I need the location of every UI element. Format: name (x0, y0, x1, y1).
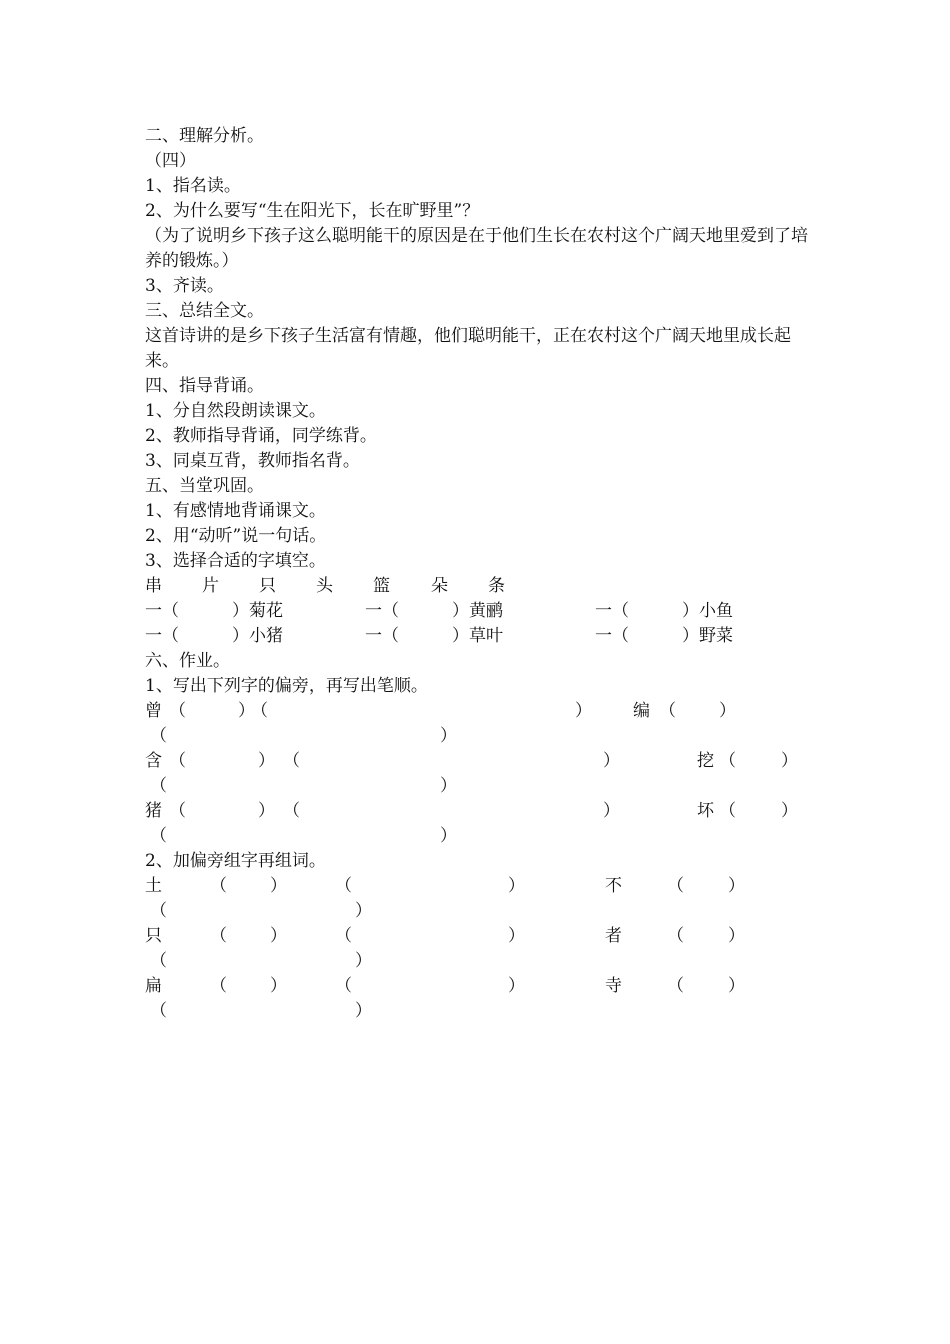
char-label: 不 (605, 876, 622, 896)
stroke-order-row: （ ） (150, 826, 457, 846)
radical-row: 土 （ ） （ ） 不 （ ） (145, 874, 815, 899)
fill-blank-row (145, 624, 815, 649)
char-label: 挖 (697, 751, 714, 771)
stroke-order-row: 猪 （ ） （ ） 坏 （ ） (145, 799, 815, 824)
list-item: 1、指名读。 (145, 176, 241, 196)
stroke-order-row: （ ） (150, 776, 457, 796)
list-item: 2、为什么要写“生在阳光下，长在旷野里”？ (145, 201, 480, 221)
blank-open: 一（ (365, 626, 399, 646)
section-heading: 二、理解分析。 (145, 126, 264, 146)
word-option: 篮 (373, 576, 390, 596)
answer-paragraph: （为了说明乡下孩子这么聪明能干的原因是在于他们生长在农村这个广阔天地里爱到了培养的锻炼。） (145, 226, 808, 271)
word-option: 头 (316, 576, 333, 596)
summary-paragraph: 这首诗讲的是乡下孩子生活富有情趣，他们聪明能干，正在农村这个广阔天地里成长起来。 (145, 326, 791, 371)
char-label: 曾 (145, 701, 162, 721)
word-option: 朵 (431, 576, 448, 596)
blank-open: 一（ (365, 601, 399, 621)
blank-close: ）草叶 (452, 626, 503, 646)
radical-row: （ ） (150, 1001, 372, 1021)
section-heading: 三、总结全文。 (145, 301, 264, 321)
word-option: 只 (259, 576, 276, 596)
char-label: 坏 (697, 801, 714, 821)
section-heading: 五、当堂巩固。 (145, 476, 264, 496)
question: 1、写出下列字的偏旁，再写出笔顺。 (145, 676, 428, 696)
subsection-label: （四） (145, 151, 196, 171)
blank-close: ）菊花 (232, 601, 283, 621)
radical-row: 只 （ ） （ ） 者 （ ） (145, 924, 815, 949)
document-page (145, 124, 815, 1024)
char-label: 者 (605, 926, 622, 946)
blank-open: 一（ (595, 626, 629, 646)
char-label: 只 (145, 926, 162, 946)
stroke-order-row: 曾 （ ） （ ） 编 （ ） (145, 699, 815, 724)
stroke-order-row: （ ） (150, 726, 457, 746)
blank-close: ）黄鹂 (452, 601, 503, 621)
char-label: 扁 (145, 976, 162, 996)
blank-open: 一（ (145, 626, 179, 646)
blank-close: ）小鱼 (682, 601, 733, 621)
list-item: 3、齐读。 (145, 276, 224, 296)
blank-close: ）野菜 (682, 626, 733, 646)
section-heading: 六、作业。 (145, 651, 230, 671)
word-option: 串 (145, 576, 162, 596)
list-item: 2、教师指导背诵，同学练背。 (145, 426, 377, 446)
list-item: 3、选择合适的字填空。 (145, 551, 326, 571)
section-heading: 四、指导背诵。 (145, 376, 264, 396)
blank-open: 一（ (595, 601, 629, 621)
char-label: 编 (633, 701, 650, 721)
list-item: 1、有感情地背诵课文。 (145, 501, 326, 521)
question: 2、加偏旁组字再组词。 (145, 851, 326, 871)
word-option: 片 (202, 576, 219, 596)
blank-open: 一（ (145, 601, 179, 621)
list-item: 2、用“动听”说一句话。 (145, 526, 327, 546)
blank-close: ）小猪 (232, 626, 283, 646)
list-item: 3、同桌互背，教师指名背。 (145, 451, 360, 471)
char-label: 含 (145, 751, 162, 771)
char-label: 寺 (605, 976, 622, 996)
word-option: 条 (488, 576, 505, 596)
list-item: 1、分自然段朗读课文。 (145, 401, 326, 421)
stroke-order-row: 含 （ ） （ ） 挖 （ ） (145, 749, 815, 774)
measure-word-options (145, 574, 815, 599)
radical-row: 扁 （ ） （ ） 寺 （ ） (145, 974, 815, 999)
radical-row: （ ） (150, 951, 372, 971)
char-label: 土 (145, 876, 162, 896)
char-label: 猪 (145, 801, 162, 821)
fill-blank-row (145, 599, 815, 624)
radical-row: （ ） (150, 901, 372, 921)
